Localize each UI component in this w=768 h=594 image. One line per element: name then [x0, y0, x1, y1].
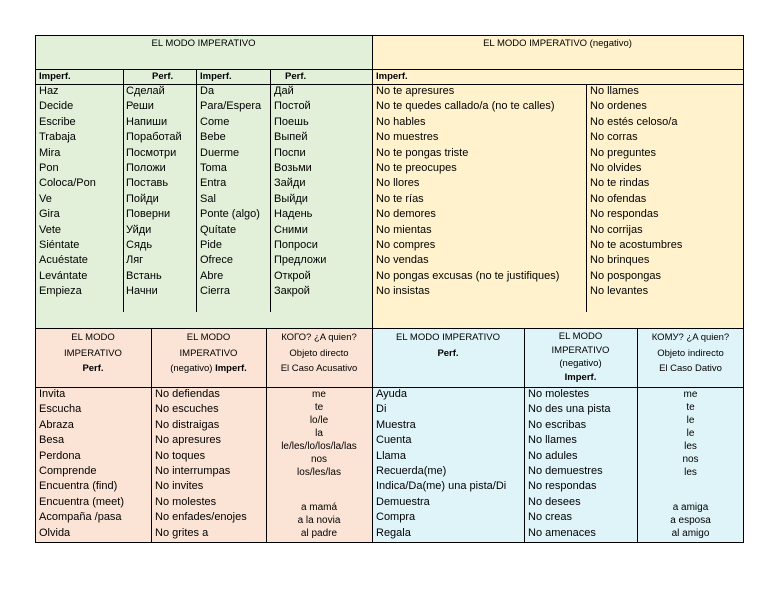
list-item: No estés celoso/a — [590, 115, 678, 128]
list-item: a esposa — [670, 515, 711, 526]
list-item: lo/le — [309, 415, 329, 426]
list-item: Demuestra — [376, 495, 430, 508]
list-item: Предложи — [274, 254, 327, 267]
pronoun-list — [266, 388, 372, 479]
list-item: Encuentra (meet) — [39, 495, 124, 508]
list-item: No ofendas — [590, 192, 647, 205]
list-item: No enfades/enojes — [155, 511, 247, 524]
list-item: Cuenta — [376, 434, 412, 447]
list-item: Comprende — [39, 464, 97, 477]
verb-list — [376, 387, 506, 541]
list-item: Mira — [39, 146, 61, 159]
pronoun-list — [637, 388, 744, 479]
header-line: IMPERATIVO — [551, 344, 610, 356]
list-item: No llames — [590, 85, 639, 97]
header-line: El Caso Dativo — [659, 363, 722, 374]
header-line: Imperf. — [564, 371, 597, 383]
list-item: Invita — [39, 388, 66, 400]
list-item: Сними — [274, 223, 308, 236]
verb-list — [39, 387, 124, 541]
list-item: No llames — [528, 434, 577, 447]
list-item: Возьми — [274, 161, 312, 174]
header-cell — [637, 330, 744, 377]
list-item: No te quedes callado/a (no te calles) — [376, 100, 555, 113]
header-line: El Caso Acusativo — [280, 363, 358, 374]
verb-list — [590, 84, 682, 299]
list-item: No molestes — [528, 388, 590, 400]
list-item: Реши — [126, 100, 154, 113]
list-item: No te rías — [376, 192, 424, 205]
header-line — [151, 361, 266, 377]
list-item: Sal — [200, 192, 216, 205]
list-item: a la novia — [297, 515, 341, 526]
list-item: Положи — [126, 161, 166, 174]
list-item: No grites a — [155, 526, 209, 539]
list-item: Come — [200, 115, 230, 128]
header-line: Perf. — [437, 347, 459, 359]
list-item: Di — [376, 403, 387, 416]
list-item: Toma — [200, 161, 227, 174]
list-item: Ponte (algo) — [200, 208, 260, 221]
verb-list — [126, 84, 182, 299]
list-item: Pon — [39, 161, 59, 174]
header-text: (negativo) — [170, 363, 213, 374]
list-item: Acuéstate — [39, 254, 88, 267]
list-item: No creas — [528, 511, 573, 524]
list-item: No olvides — [590, 161, 642, 174]
list-item: No demores — [376, 208, 436, 221]
header-cell — [372, 330, 524, 361]
list-item: No pospongas — [590, 269, 661, 282]
list-item: Поставь — [126, 177, 169, 190]
list-item: Trabaja — [39, 131, 76, 144]
list-item: Indica/Da(me) una pista/Di — [376, 480, 507, 493]
list-item: Compra — [376, 511, 416, 524]
list-item: Закрой — [274, 285, 310, 298]
list-item: Llama — [376, 449, 406, 462]
list-item: Pide — [200, 238, 223, 251]
list-item: nos — [682, 454, 699, 465]
list-item: te — [686, 402, 695, 413]
list-item: la — [315, 428, 323, 439]
list-item: nos — [310, 454, 328, 465]
col-header: Imperf. — [39, 71, 71, 82]
list-item: Bebe — [200, 131, 226, 144]
list-item: Сядь — [126, 238, 153, 251]
verb-list — [39, 84, 96, 299]
list-item: Escribe — [39, 115, 76, 128]
list-item: No respondas — [590, 208, 659, 221]
list-item: Escucha — [39, 403, 82, 416]
list-item: Уйди — [126, 223, 152, 236]
list-item: Entra — [200, 177, 227, 190]
list-item: No te acostumbres — [590, 238, 683, 251]
list-item: Acompaña /pasa — [39, 511, 122, 524]
list-item: No ordenes — [590, 100, 647, 113]
verb-list — [274, 84, 326, 299]
list-item: No defiendas — [155, 388, 220, 400]
verb-list — [155, 387, 247, 541]
col-header: Perf. — [152, 71, 174, 82]
list-item: Начни — [126, 285, 158, 298]
header-line: IMPERATIVO — [64, 347, 122, 359]
list-item: a mamá — [300, 502, 338, 513]
list-item: No mientas — [376, 223, 432, 236]
list-item: No amenaces — [528, 526, 596, 539]
list-item: No llores — [376, 177, 420, 190]
list-item: me — [312, 389, 326, 400]
list-item: Siéntate — [39, 238, 80, 251]
list-item: No brinques — [590, 254, 650, 267]
header-line: EL MODO — [71, 332, 115, 343]
list-item: No interrumpas — [155, 464, 231, 477]
list-item: Encuentra (find) — [39, 480, 118, 493]
divider — [270, 69, 271, 312]
list-item: Встань — [126, 269, 162, 282]
list-item: No escuches — [155, 403, 219, 416]
list-item: les — [684, 467, 697, 478]
list-item: le/les/lo/los/la/las — [281, 441, 357, 452]
noun-list — [637, 501, 744, 540]
list-item: le — [686, 428, 695, 439]
list-item: Выйди — [274, 192, 308, 205]
list-item: Дай — [274, 85, 294, 97]
list-item: Постой — [274, 100, 311, 113]
list-item: me — [683, 389, 698, 400]
list-item: Coloca/Pon — [39, 177, 96, 190]
list-item: No hables — [376, 115, 426, 128]
header-line: КОМУ? ¿A quien? — [651, 332, 730, 343]
col-header: Perf. — [285, 71, 307, 82]
list-item: Para/Espera — [200, 100, 262, 113]
list-item: No levantes — [590, 285, 649, 298]
divider — [35, 69, 744, 70]
list-item: No desees — [528, 495, 581, 508]
header-text: Imperf. — [215, 363, 247, 374]
list-item: Duerme — [200, 146, 240, 159]
list-item: Empieza — [39, 285, 82, 298]
list-item: Da — [200, 85, 215, 97]
header-line: Objeto directo — [289, 347, 349, 359]
divider — [586, 84, 587, 312]
list-item: No des una pista — [528, 403, 611, 416]
list-item: Пойди — [126, 192, 159, 205]
header-line: КОГО? ¿A quien? — [281, 332, 357, 343]
list-item: No respondas — [528, 480, 597, 493]
list-item: No pongas excusas (no te justifiques) — [376, 269, 560, 282]
header-cell — [524, 330, 637, 384]
list-item: Поешь — [274, 115, 309, 128]
list-item: Decide — [39, 100, 74, 113]
header-cell — [151, 330, 266, 377]
col-header: Imperf. — [200, 71, 232, 82]
list-item: Ve — [39, 192, 52, 205]
list-item: No compres — [376, 238, 436, 251]
list-item: Haz — [39, 85, 59, 97]
list-item: Gira — [39, 208, 60, 221]
list-item: No insistas — [376, 285, 430, 298]
list-item: Regala — [376, 526, 411, 539]
list-item: Besa — [39, 434, 65, 447]
top-left-title: EL MODO IMPERATIVO — [151, 38, 256, 49]
list-item: Vete — [39, 223, 62, 236]
header-line: EL MODO — [186, 332, 231, 343]
list-item: Ляг — [126, 254, 144, 267]
list-item: No te apresures — [376, 85, 455, 97]
header-line: Perf. — [82, 363, 104, 374]
list-item: No distraigas — [155, 418, 220, 431]
list-item: Perdona — [39, 449, 81, 462]
list-item: Olvida — [39, 526, 71, 539]
list-item: Abraza — [39, 418, 74, 431]
list-item: No demuestres — [528, 464, 603, 477]
list-item: Ofrece — [200, 254, 234, 267]
list-item: No escribas — [528, 418, 587, 431]
list-item: No muestres — [376, 131, 439, 144]
list-item: Поверни — [126, 208, 171, 221]
noun-list — [266, 501, 372, 540]
top-right-title: EL MODO IMPERATIVO (negativo) — [483, 38, 632, 49]
list-item: a amiga — [672, 502, 709, 513]
list-item: No corrijas — [590, 223, 643, 236]
list-item: le — [686, 415, 695, 426]
list-item: No te preocupes — [376, 161, 457, 174]
list-item: Открой — [274, 269, 311, 282]
list-item: Сделай — [126, 85, 165, 97]
list-item: los/les/las — [297, 467, 341, 478]
list-item: Recuerda(me) — [376, 464, 447, 477]
list-item: Abre — [200, 269, 224, 282]
list-item: Поработай — [126, 131, 182, 144]
col-header: Imperf. — [376, 71, 408, 82]
header-line: Objeto indirecto — [657, 347, 724, 359]
divider — [196, 69, 197, 312]
list-item: Надень — [274, 208, 313, 221]
list-item: les — [684, 441, 697, 452]
header-line: EL MODO — [558, 331, 603, 342]
header-line: EL MODO IMPERATIVO — [396, 332, 500, 343]
header-cell — [35, 330, 151, 377]
list-item: Muestra — [376, 418, 416, 431]
list-item: Ayuda — [376, 388, 407, 400]
list-item: No toques — [155, 449, 206, 462]
verb-list — [528, 387, 611, 541]
list-item: Попроси — [274, 238, 318, 251]
list-item: No apresures — [155, 434, 222, 447]
list-item: Выпей — [274, 131, 308, 144]
list-item: al padre — [300, 528, 338, 539]
divider — [123, 69, 124, 312]
list-item: te — [314, 402, 324, 413]
header-line: IMPERATIVO — [179, 347, 238, 359]
list-item: Levántate — [39, 269, 88, 282]
list-item: Напиши — [126, 115, 168, 128]
header-cell — [266, 330, 372, 377]
verb-list — [200, 84, 261, 299]
list-item: No adules — [528, 449, 578, 462]
verb-list — [376, 84, 559, 299]
list-item: al amigo — [671, 528, 710, 539]
list-item: Quítate — [200, 223, 237, 236]
list-item: Cierra — [200, 285, 230, 298]
list-item: No corras — [590, 131, 638, 144]
list-item: No preguntes — [590, 146, 657, 159]
list-item: Поспи — [274, 146, 306, 159]
list-item: No te pongas triste — [376, 146, 469, 159]
header-line: (negativo) — [559, 358, 602, 369]
list-item: No invites — [155, 480, 204, 493]
divider — [372, 35, 373, 543]
list-item: Зайди — [274, 177, 306, 190]
list-item: No te rindas — [590, 177, 650, 190]
list-item: No vendas — [376, 254, 429, 267]
list-item: No molestes — [155, 495, 217, 508]
list-item: Посмотри — [126, 146, 177, 159]
